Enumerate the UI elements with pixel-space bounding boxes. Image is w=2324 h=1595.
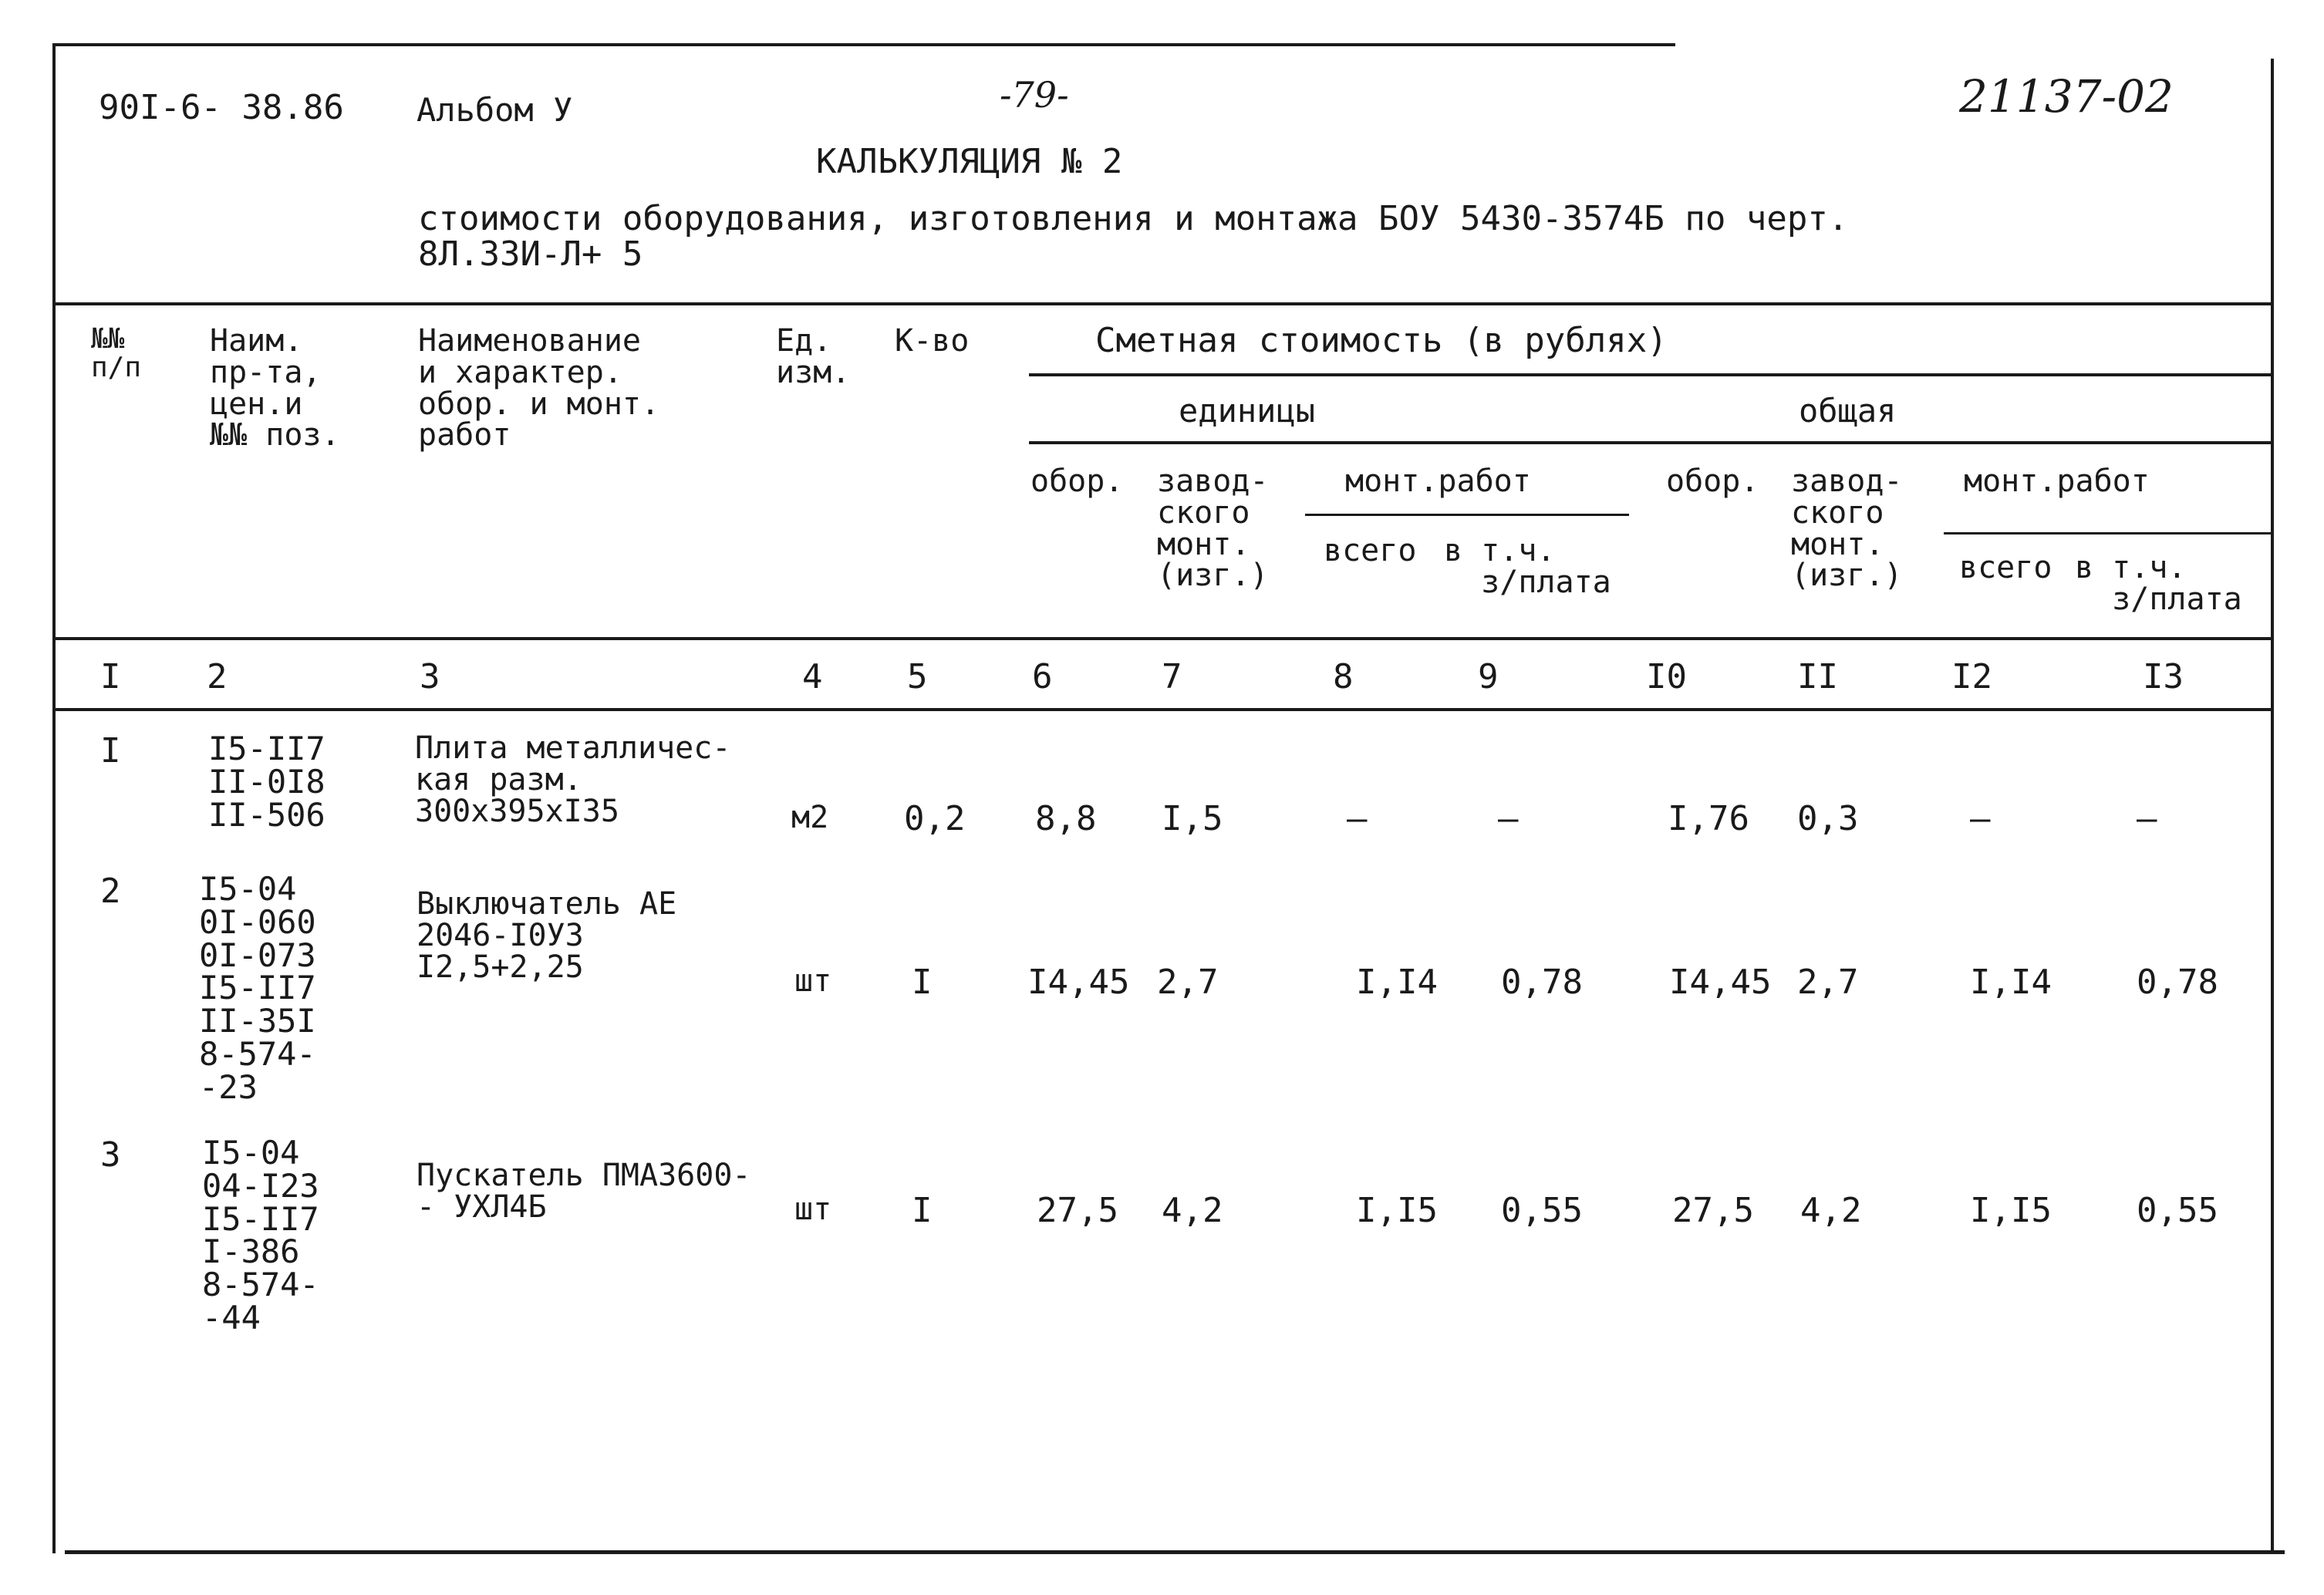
document-number: 21137-02 [1959,70,2174,123]
table-top-rule [56,302,2271,305]
row-3-unit-mounting-wages: 0,55 [1501,1191,1583,1230]
column-numbers-rule [56,708,2271,711]
column-number-11: II [1797,657,1838,696]
document-subtitle-line1: стоимости оборудования, изготовления и монтажа БОУ 5430-3574Б по черт. [418,199,1849,238]
row-3-codes: I5-04 04-I23 I5-II7 I-386 8-574- -44 [202,1134,319,1337]
column-number-6: 6 [1032,657,1053,696]
row-2-unit-factory: 2,7 [1157,963,1219,1002]
row-1-total-mounting-wages: – [2137,799,2157,838]
row-1-unit-mounting-wages: – [1498,799,1519,838]
series-code: 90I-6- 38.86 [99,88,344,127]
column-number-13: I3 [2143,657,2184,696]
header-row-number: №№ п/п [91,323,142,383]
row-3-quantity: I [912,1191,933,1230]
column-number-10: I0 [1646,657,1687,696]
row-2-total-mounting-total: I,I4 [1970,963,2052,1002]
header-unit-mounting-works: монт.работ [1345,464,1531,499]
column-number-5: 5 [907,657,928,696]
mont-rabot-unit-rule [1305,514,1629,516]
row-1-total-mounting-total: – [1970,799,1991,838]
frame-right-border [2271,59,2274,1553]
header-item-name: Наименование и характер. обор. и монт. работ [418,323,660,454]
row-1-unit-mounting-total: – [1347,799,1368,838]
mont-rabot-total-rule [1944,532,2271,534]
row-2-name: Выключатель АЕ 2046-I0УЗ I2,5+2,25 [417,886,677,985]
row-2-unit-mounting-total: I,I4 [1356,963,1438,1002]
header-quantity: К-во [895,323,970,359]
column-number-2: 2 [207,657,228,696]
header-estimated-cost: Сметная стоимость (в рублях) [1095,321,1668,360]
row-2-total-equipment: I4,45 [1669,963,1772,1002]
row-2-unit-mounting-wages: 0,78 [1501,963,1583,1002]
row-2-codes: I5-04 0I-060 0I-073 I5-II7 II-35I 8-574- -23 [199,870,316,1106]
row-3-unit: шт [794,1192,832,1227]
row-1-unit-factory: I,5 [1162,799,1223,838]
header-total-equipment: обор. [1666,464,1759,499]
header-unit-factory-mounting: завод- ского монт. (изг.) [1157,464,1269,594]
row-2-total-factory: 2,7 [1797,963,1859,1002]
column-number-4: 4 [802,657,823,696]
row-1-name: Плита металличес- кая разм. 300х395хI35 [415,730,731,829]
row-3-unit-mounting-total: I,I5 [1356,1191,1438,1230]
row-1-unit: м2 [791,800,829,835]
subgroup-rule [1029,441,2271,444]
column-number-7: 7 [1162,657,1182,696]
column-number-8: 8 [1333,657,1354,696]
row-3-total-factory: 4,2 [1800,1191,1862,1230]
header-total-mounting-total: всего [1959,550,2052,585]
document-title: КАЛЬКУЛЯЦИЯ № 2 [816,142,1123,181]
header-unit-cost: единицы [1179,392,1316,430]
header-unit-mounting-total: всего [1324,533,1417,568]
row-2-unit: шт [794,963,832,999]
document-subtitle-line2: 8Л.33И-Л+ 5 [418,234,643,274]
header-bottom-rule [56,637,2271,640]
row-1-quantity: 0,2 [904,799,966,838]
header-item-codes: Наим. пр-та, цен.и №№ поз. [210,323,340,454]
header-unit-mounting-wages: в т.ч. з/плата [1444,533,1611,600]
page-number: -79- [1000,74,1069,116]
header-total-mounting-wages: в т.ч. з/плата [2075,550,2242,617]
column-number-12: I2 [1951,657,1992,696]
column-number-1: I [100,657,121,696]
row-1-number: I [100,731,121,771]
row-2-number: 2 [100,872,121,911]
frame-bottom-border [65,1550,2285,1554]
row-2-unit-equipment: I4,45 [1027,963,1130,1002]
row-3-total-mounting-total: I,I5 [1970,1191,2052,1230]
row-3-unit-factory: 4,2 [1162,1191,1223,1230]
header-unit: Ед. изм. [776,323,851,390]
cost-group-rule [1029,373,2271,376]
frame-left-border [52,43,56,1553]
row-2-quantity: I [912,963,933,1002]
row-1-unit-equipment: 8,8 [1035,799,1097,838]
row-1-total-factory: 0,3 [1797,799,1859,838]
row-1-total-equipment: I,76 [1668,799,1749,838]
row-3-total-equipment: 27,5 [1672,1191,1754,1230]
row-1-codes: I5-II7 II-0I8 II-506 [208,730,325,834]
header-total-factory-mounting: завод- ского монт. (изг.) [1791,464,1903,594]
row-3-unit-equipment: 27,5 [1037,1191,1118,1230]
frame-top-border [52,43,1675,46]
header-total-mounting-works: монт.работ [1964,464,2150,499]
row-3-total-mounting-wages: 0,55 [2137,1191,2218,1230]
row-3-number: 3 [100,1135,121,1175]
column-number-9: 9 [1478,657,1499,696]
header-unit-equipment: обор. [1030,464,1124,499]
row-2-total-mounting-wages: 0,78 [2137,963,2218,1002]
row-3-name: Пускатель ПМА3600- - УХЛ4Б [417,1158,751,1225]
column-number-3: 3 [420,657,440,696]
header-total-cost: общая [1799,392,1897,430]
album-label: Альбом У [417,91,573,129]
